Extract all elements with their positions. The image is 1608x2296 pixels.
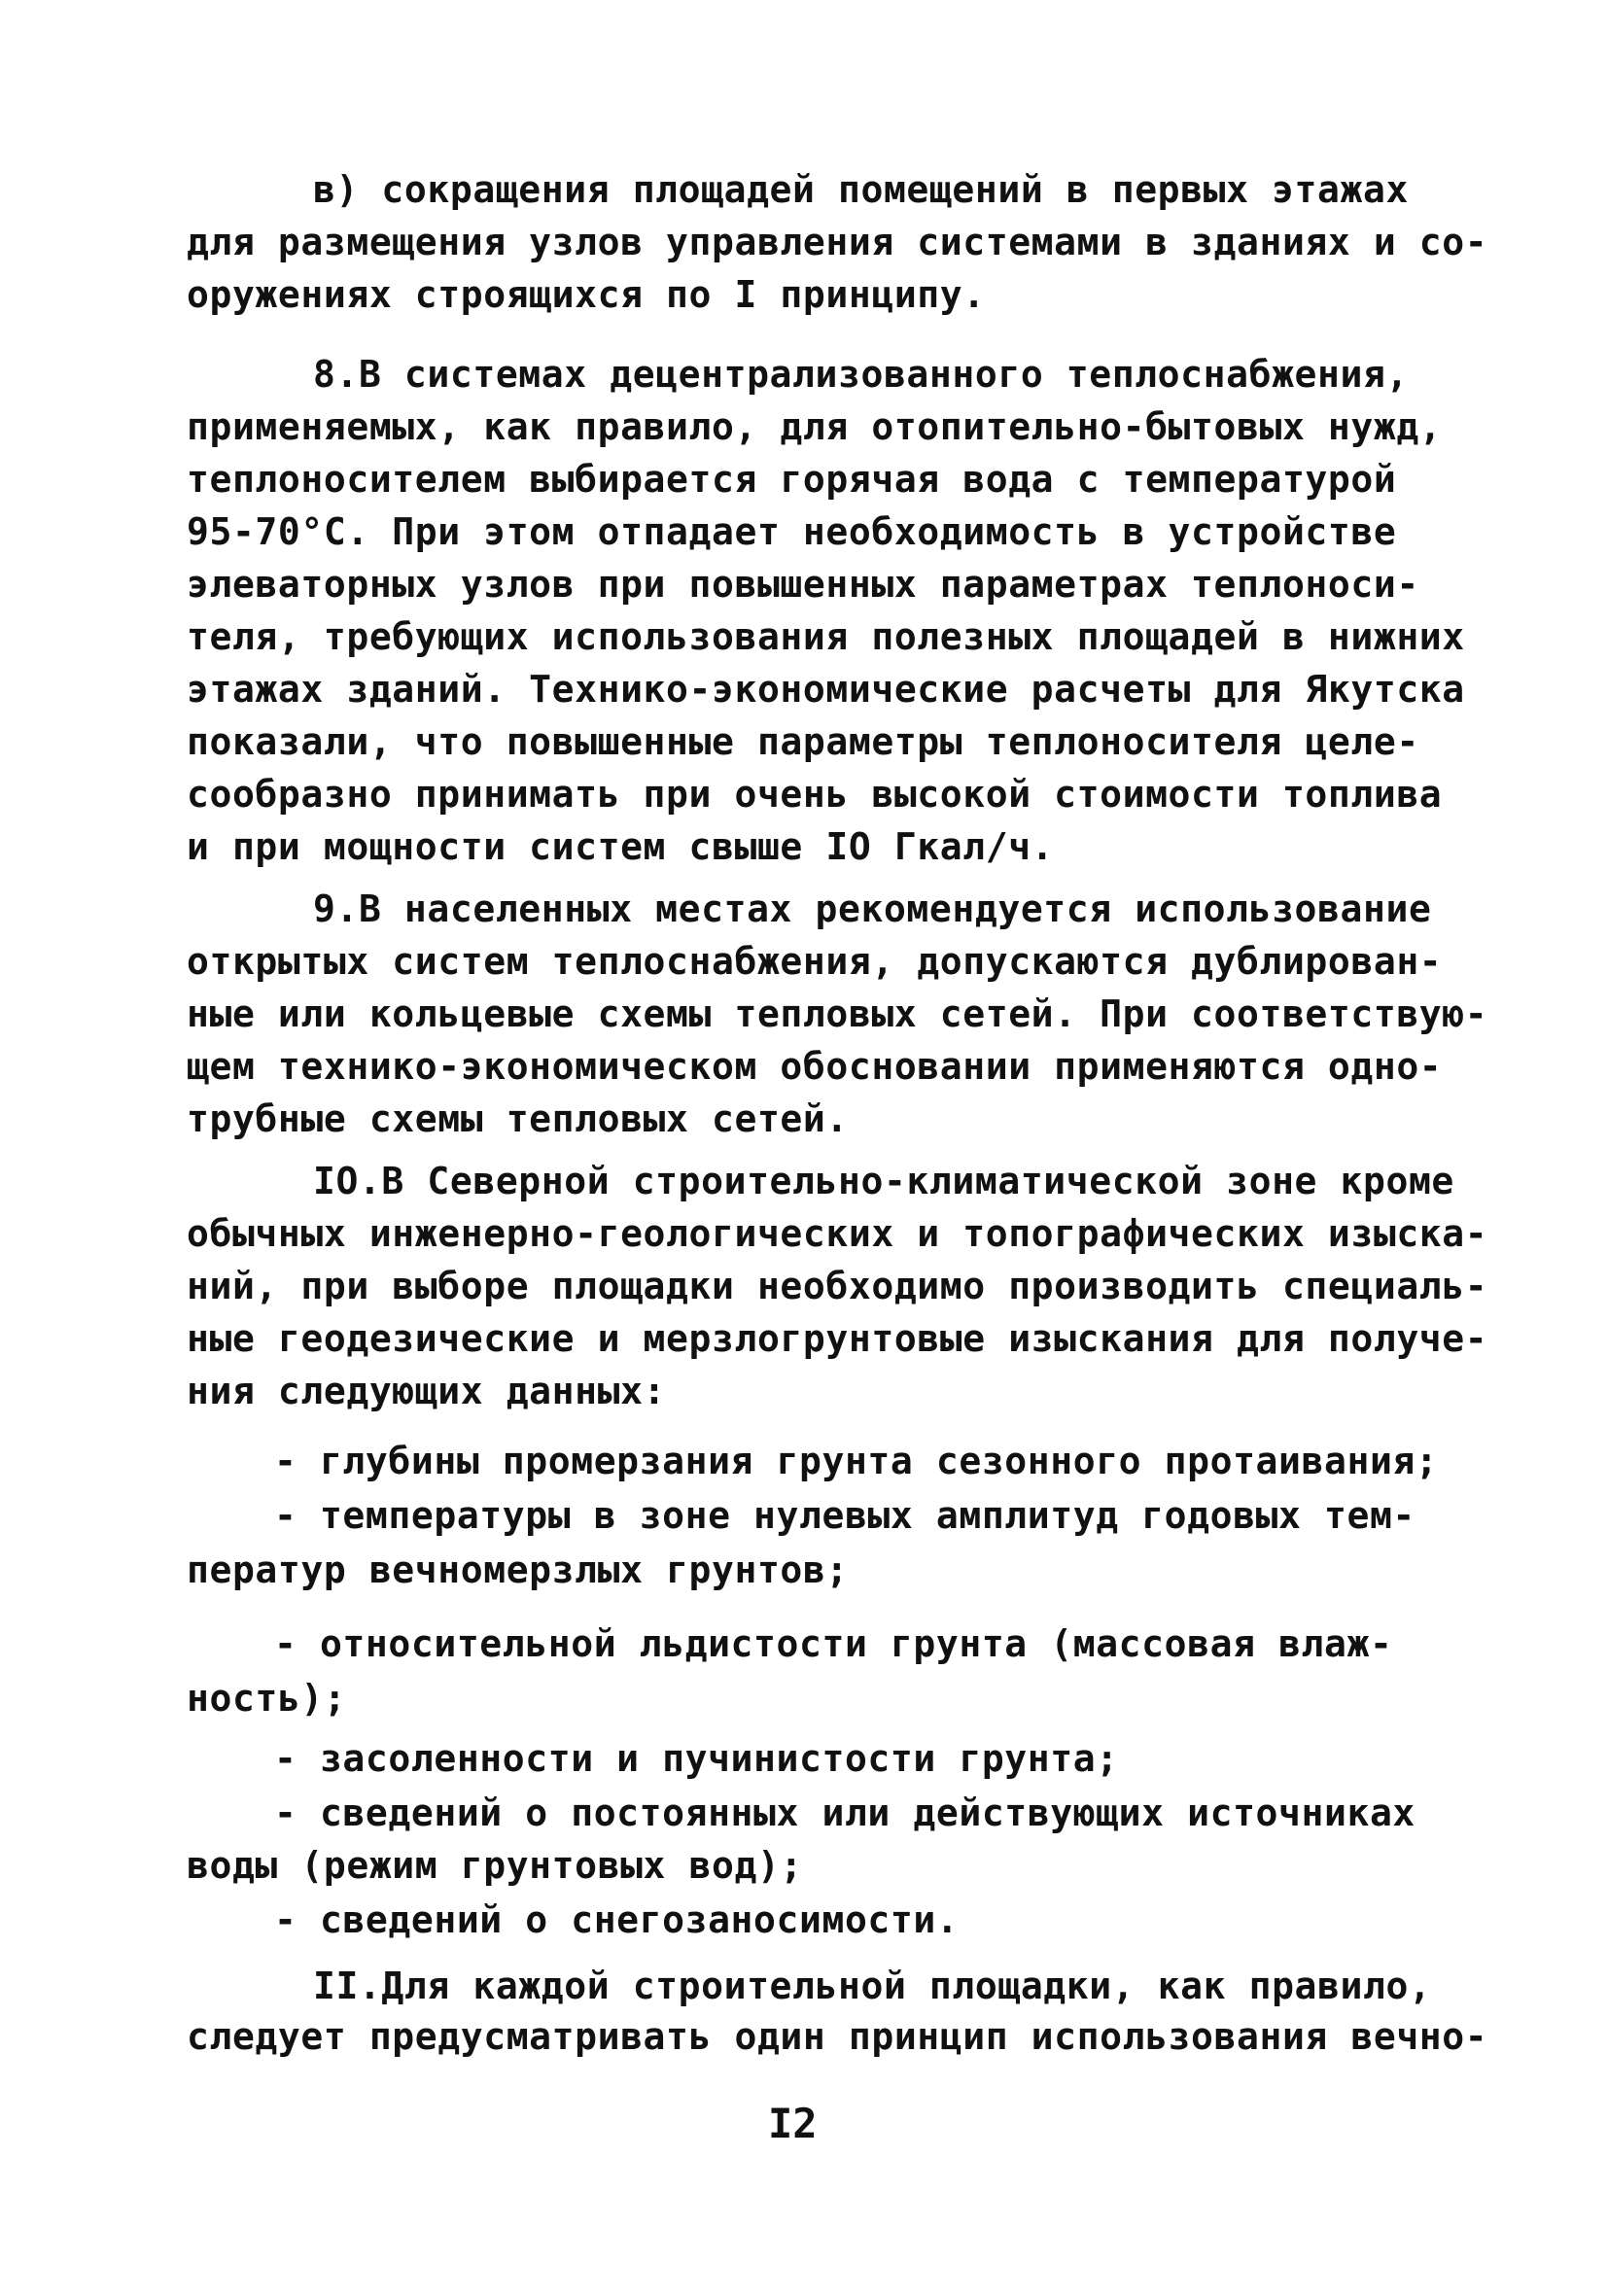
text-line: ператур вечномерзлых грунтов; — [187, 1548, 849, 1591]
text-line: 9.В населенных местах рекомендуется использование — [313, 887, 1432, 930]
text-line: щем технико-экономическом обосновании применяются одно- — [187, 1045, 1443, 1088]
text-line: II.Для каждой строительной площадки, как правило, — [313, 1965, 1432, 2007]
text-line: оружениях строящихся по I принципу. — [187, 273, 986, 316]
page-number: I2 — [768, 2100, 818, 2147]
text-line: воды (режим грунтовых вод); — [187, 1844, 803, 1887]
text-line: следует предусматривать один принцип использования вечно- — [187, 2015, 1488, 2058]
text-line: для размещения узлов управления системами в зданиях и со- — [187, 221, 1488, 263]
text-line: теплоносителем выбирается горячая вода с температурой — [187, 458, 1397, 501]
text-line: 95-70°С. При этом отпадает необходимость в устройстве — [187, 510, 1397, 553]
list-item: - сведений о снегозаносимости. — [274, 1898, 960, 1941]
text-line: этажах зданий. Технико-экономические расчеты для Якутска — [187, 668, 1465, 711]
text-line: теля, требующих использования полезных площадей в нижних — [187, 615, 1465, 658]
text-line: показали, что повышенные параметры теплоносителя целе- — [187, 720, 1419, 763]
text-line: открытых систем теплоснабжения, допускаются дублирован- — [187, 940, 1443, 983]
text-line: ные или кольцевые схемы тепловых сетей. При соответствую- — [187, 992, 1488, 1035]
text-line: и при мощности систем свыше IO Гкал/ч. — [187, 825, 1055, 868]
text-line: ность); — [187, 1677, 347, 1720]
text-line: ния следующих данных: — [187, 1370, 667, 1412]
list-item: - сведений о постоянных или действующих источниках — [274, 1792, 1416, 1834]
text-line: ные геодезические и мерзлогрунтовые изыскания для получе- — [187, 1317, 1488, 1360]
text-line: ний, при выборе площадки необходимо производить специаль- — [187, 1265, 1488, 1307]
text-line: 8.В системах децентрализованного теплоснабжения, — [313, 353, 1409, 396]
text-line: трубные схемы тепловых сетей. — [187, 1097, 849, 1140]
list-item: - относительной льдистости грунта (массовая влаж- — [274, 1622, 1393, 1665]
list-item: - температуры в зоне нулевых амплитуд годовых тем- — [274, 1494, 1416, 1537]
text-line: применяемых, как правило, для отопительно-бытовых нужд, — [187, 405, 1443, 448]
text-line: в) сокращения площадей помещений в первых этажах — [313, 168, 1409, 211]
text-line: обычных инженерно-геологических и топографических изыска- — [187, 1212, 1488, 1255]
list-item: - засоленности и пучинистости грунта; — [274, 1737, 1119, 1780]
text-line: сообразно принимать при очень высокой стоимости топлива — [187, 773, 1443, 816]
text-line: элеваторных узлов при повышенных параметрах теплоноси- — [187, 563, 1419, 606]
list-item: - глубины промерзания грунта сезонного протаивания; — [274, 1440, 1439, 1482]
text-line: IO.В Северной строительно-климатической зоне кроме — [313, 1160, 1454, 1202]
